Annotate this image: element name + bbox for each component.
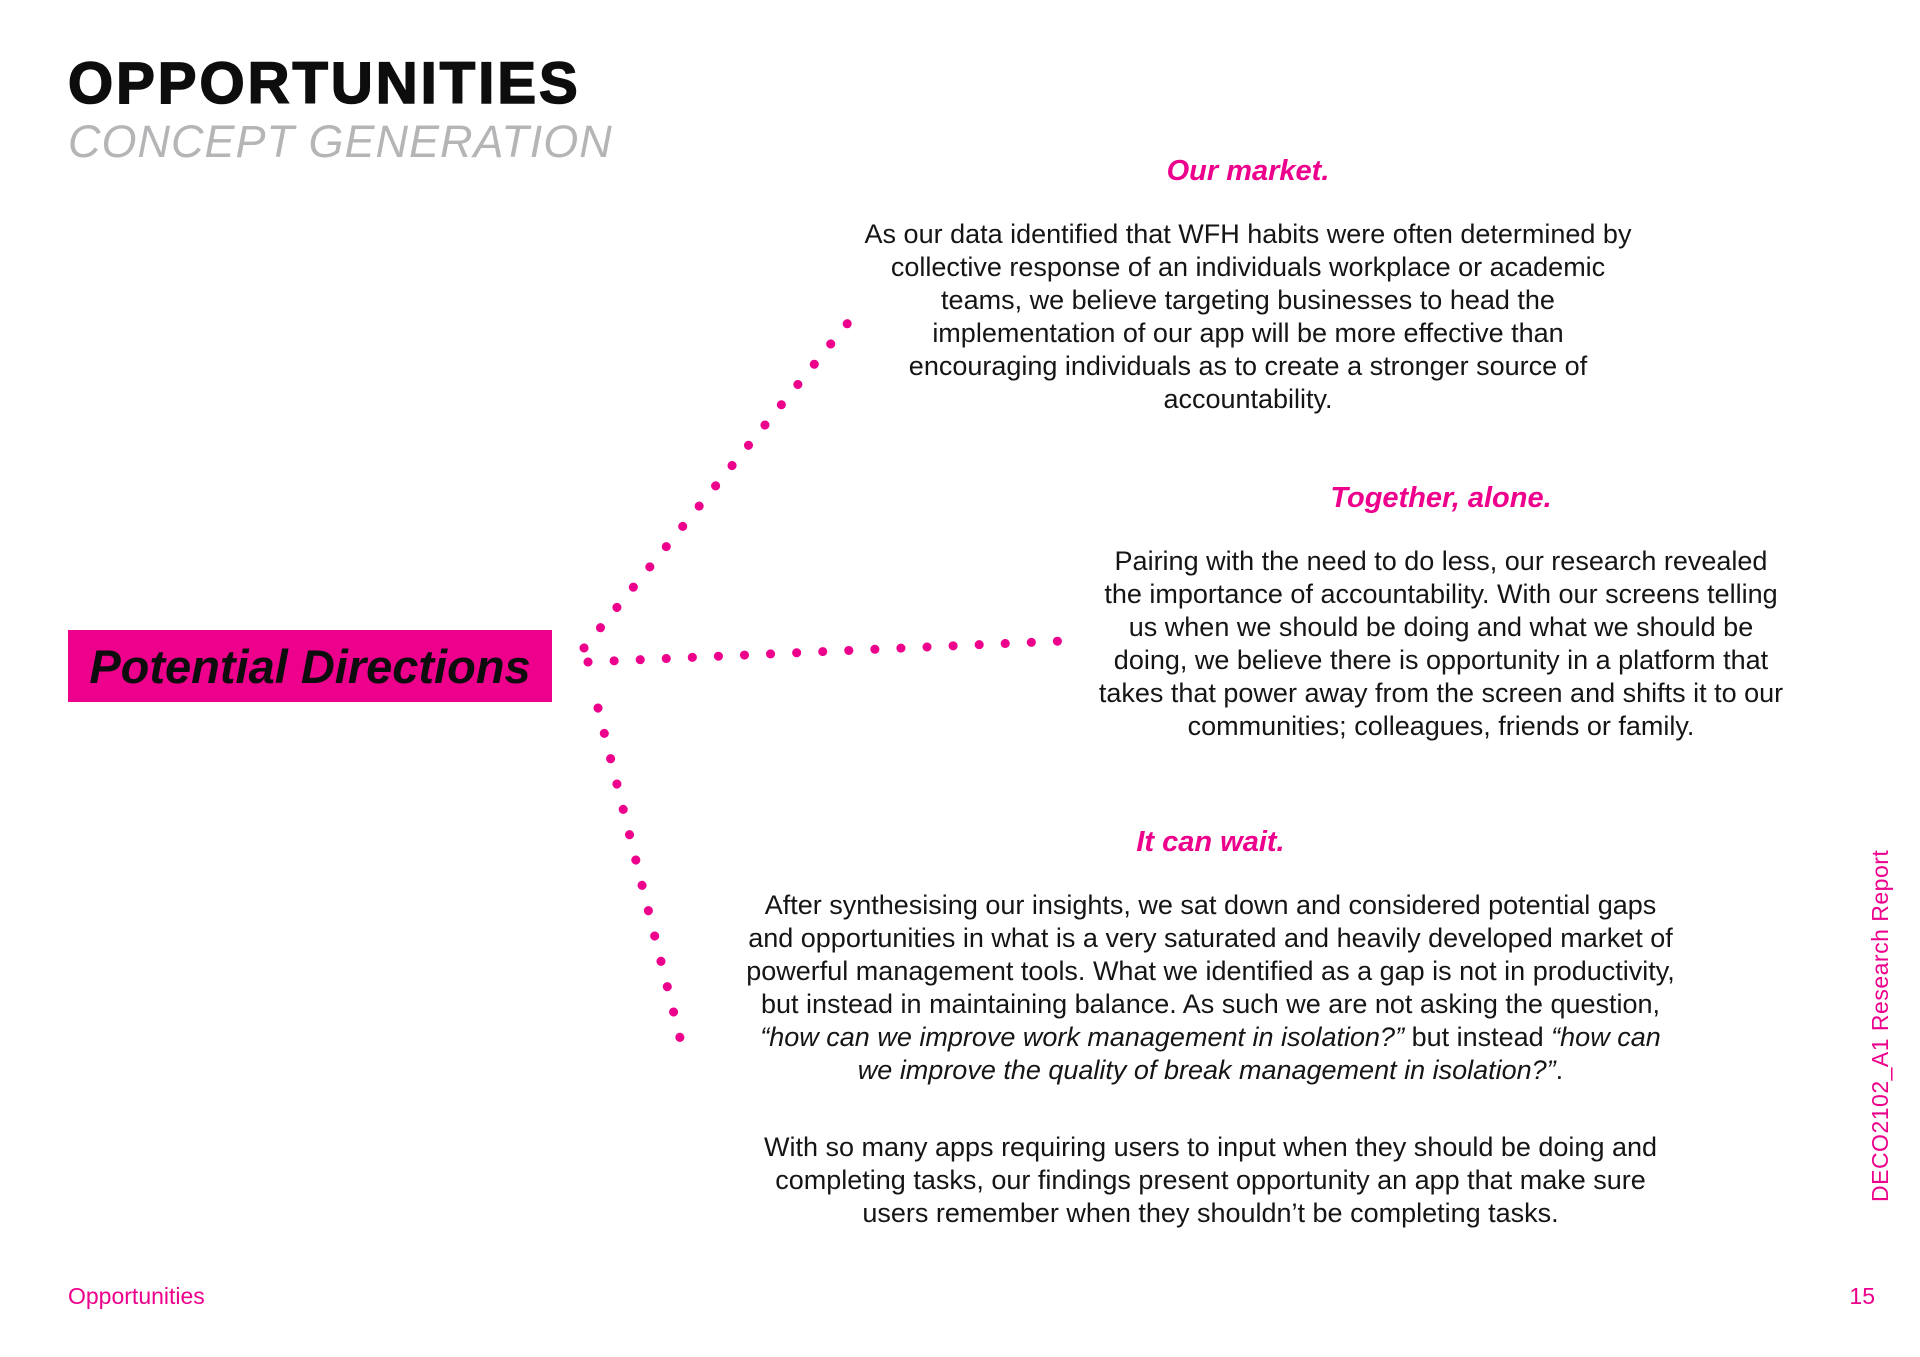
body-text-end: .: [1555, 1055, 1564, 1085]
section-heading-it-can-wait: It can wait.: [1136, 826, 1285, 858]
dotted-connector-middle: [588, 641, 1062, 662]
section-body-our-market: As our data identified that WFH habits were often determined by collective response of an individuals workplace or academic teams, we believe targeting businesses to head the implementation of our app will be more effective than encouraging individuals as to create a stronger source of accountability.: [864, 219, 1632, 414]
section-body-it-can-wait-2: With so many apps requiring users to input when they should be doing and completing tasks, our findings present opportunity an app that make sure users remember when they shouldn’t be completing tasks.: [763, 1132, 1658, 1228]
body-quote-1: “how can we improve work management in isolation?”: [760, 1022, 1405, 1052]
section-body-together-alone: Pairing with the need to do less, our research revealed the importance of accountability. With our screens telling us when we should be doing and what we should be doing, we believe there is opportunity in a platform that takes that power away from the screen and shifts it to our communities; colleagues, friends or family.: [1098, 546, 1784, 741]
page-subtitle: CONCEPT GENERATION: [68, 116, 613, 167]
section-our-market: [857, 155, 1639, 416]
body-text-mid: but instead: [1404, 1022, 1552, 1052]
section-it-can-wait: [745, 826, 1676, 1230]
section-heading-our-market: Our market.: [1166, 155, 1330, 187]
footer-section-label: Opportunities: [68, 1283, 205, 1309]
body-text-lead: After synthesising our insights, we sat down and considered potential gaps and opportunities in what is a very saturated and heavily developed market of powerful management tools. What we identified as a gap is not in productivity, but instead in maintaining balance. As such we are not asking the question,: [746, 890, 1675, 1019]
section-heading-together-alone: Together, alone.: [1330, 482, 1552, 514]
page-number: 15: [1849, 1283, 1875, 1309]
dotted-connector-top: [584, 319, 851, 648]
potential-directions-label: Potential Directions: [89, 639, 531, 693]
dotted-connector-bottom: [598, 708, 686, 1062]
page-title: OPPORTUNITIES: [68, 51, 581, 116]
body-quote-2: “how can we improve the quality of break management in isolation?”: [857, 1022, 1661, 1085]
side-label: DECO2102_A1 Research Report: [1867, 849, 1893, 1202]
section-together-alone: [1093, 482, 1789, 743]
section-body-it-can-wait: [745, 889, 1676, 1087]
potential-directions-box: [68, 630, 552, 702]
